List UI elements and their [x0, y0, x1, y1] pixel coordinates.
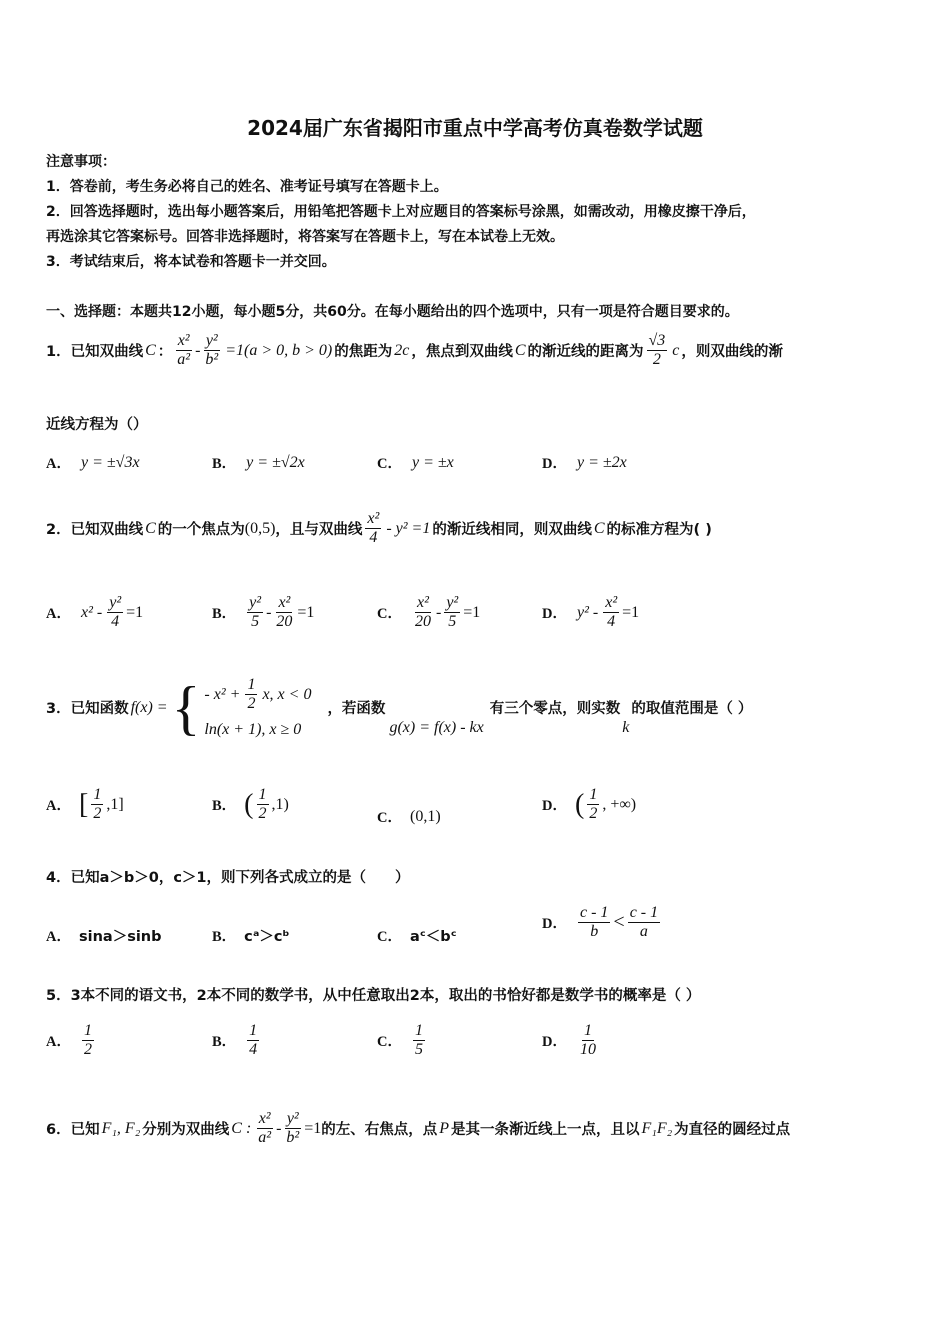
option-d[interactable]	[542, 452, 629, 473]
question-3-stem	[46, 676, 752, 739]
option-label: B．	[212, 456, 237, 472]
denominator: 2	[589, 805, 598, 822]
fraction	[175, 332, 192, 369]
fraction	[628, 904, 660, 941]
math: C :	[231, 1119, 252, 1137]
option-a[interactable]	[46, 1022, 97, 1059]
math: C	[145, 341, 156, 359]
option-text: sina＞sinb	[78, 929, 162, 945]
fraction	[284, 1110, 301, 1147]
numerator: 1	[589, 786, 598, 803]
text: 为直径的圆经过点	[674, 1122, 791, 1138]
case-1	[202, 676, 313, 713]
numerator: y²	[249, 594, 262, 611]
option-label: A．	[46, 456, 71, 472]
math: (0,5)	[244, 519, 276, 537]
math: -	[435, 603, 442, 621]
text: 2．已知双曲线	[46, 522, 144, 538]
option-label: C．	[377, 929, 402, 945]
option-a[interactable]	[46, 925, 162, 946]
option-a[interactable]	[46, 594, 143, 631]
fraction	[578, 1022, 598, 1059]
text: ，则双曲线的渐	[681, 344, 783, 360]
fraction	[274, 594, 294, 631]
option-d[interactable]	[542, 786, 636, 823]
numerator: y²	[446, 594, 459, 611]
math: - x² +	[204, 685, 241, 703]
numerator: 1	[247, 676, 256, 693]
text: 1．已知双曲线	[46, 344, 144, 360]
denominator: a²	[258, 1129, 272, 1146]
text: 的焦距为	[334, 344, 393, 360]
text: 3．已知函数	[46, 701, 129, 717]
math: f(x) =	[130, 698, 168, 716]
left-brace: {	[171, 674, 201, 741]
numerator: c - 1	[579, 904, 609, 921]
option-a[interactable]	[46, 786, 124, 823]
case-2: ln(x + 1), x ≥ 0	[204, 721, 302, 738]
question-6-stem	[46, 1110, 790, 1147]
option-label: B．	[212, 1034, 237, 1050]
option-label: D．	[542, 916, 567, 932]
notice-item: 1．答卷前，考生务必将自己的姓名、准考证号填写在答题卡上。	[46, 179, 448, 195]
numerator: x²	[258, 1110, 271, 1127]
section-heading: 一、选择题：本题共12小题，每小题5分，共60分。在每小题给出的四个选项中，只有一项是符合题目要求的。	[46, 304, 739, 320]
fraction	[203, 332, 220, 369]
numerator: 1	[93, 786, 102, 803]
notice-item: 再选涂其它答案标号。回答非选择题时，将答案写在答题卡上，写在本试卷上无效。	[46, 229, 564, 245]
fraction	[578, 904, 610, 941]
question-1-stem-cont: 近线方程为（）	[46, 417, 148, 433]
numerator: x²	[278, 594, 291, 611]
option-b[interactable]	[212, 452, 307, 473]
fraction	[245, 676, 257, 713]
option-label: C．	[377, 810, 402, 826]
fraction	[587, 786, 599, 823]
math: =1(a > 0, b > 0)	[225, 341, 333, 359]
fraction	[91, 786, 103, 823]
numerator: y²	[286, 1110, 299, 1127]
denominator: a	[639, 923, 648, 940]
notice-item: 2．回答选择题时，选出每小题答案后，用铅笔把答题卡上对应题目的答案标号涂黑，如需改动，用橡皮擦干净后，	[46, 204, 756, 220]
option-math: y = ±√3x	[80, 453, 140, 471]
piecewise-cases	[202, 676, 313, 739]
fraction	[247, 594, 263, 631]
text: 的渐近线相同，则双曲线	[432, 522, 592, 538]
page-title: 2024届广东省揭阳市重点中学高考仿真卷数学试题	[247, 116, 703, 140]
math: -	[195, 341, 201, 359]
denominator: 2	[83, 1041, 92, 1058]
question-1-stem	[46, 332, 783, 369]
math: C	[514, 341, 526, 359]
option-math: y = ±2x	[576, 453, 627, 471]
option-label: D．	[542, 456, 567, 472]
math: F₁, F₂	[101, 1119, 141, 1137]
math: =1	[304, 1119, 322, 1137]
math: k	[622, 718, 630, 736]
numerator: c - 1	[629, 904, 659, 921]
denominator: b²	[286, 1129, 300, 1146]
math: x, x < 0	[262, 685, 312, 703]
denominator: 2	[247, 695, 256, 712]
option-c[interactable]	[377, 1022, 428, 1059]
denominator: 5	[448, 613, 457, 630]
option-label: B．	[212, 798, 237, 814]
math: -	[276, 1119, 282, 1137]
option-b[interactable]	[212, 594, 314, 631]
option-label: A．	[46, 798, 71, 814]
option-label: B．	[212, 606, 237, 622]
numerator: √3	[648, 332, 666, 349]
math: - y² =1	[386, 519, 431, 537]
denominator: 20	[414, 613, 431, 630]
option-math: y = ±√2x	[246, 453, 305, 471]
text: 6．已知	[46, 1122, 100, 1138]
question-2-stem	[46, 510, 712, 547]
option-label: D．	[542, 606, 567, 622]
fraction	[107, 594, 123, 631]
option-d[interactable]	[542, 1022, 601, 1059]
math: 2c	[394, 341, 410, 359]
option-label: D．	[542, 1034, 567, 1050]
option-b[interactable]	[212, 786, 289, 823]
option-label: A．	[46, 929, 71, 945]
math: C	[145, 519, 156, 537]
text: 分别为双曲线	[142, 1122, 230, 1138]
text: ：	[157, 344, 173, 360]
option-text: aᶜ＜bᶜ	[409, 929, 457, 945]
denominator: 5	[414, 1041, 423, 1058]
numerator: 1	[414, 1022, 423, 1039]
option-label: D．	[542, 798, 567, 814]
math: =1	[622, 603, 640, 621]
option-d[interactable]	[542, 904, 663, 941]
numerator: 1	[249, 1022, 258, 1039]
math: g(x) = f(x) - kx	[389, 718, 484, 736]
option-text: cᵃ＞cᵇ	[244, 929, 290, 945]
math: y² -	[576, 603, 599, 621]
fraction	[82, 1022, 94, 1059]
option-c[interactable]	[377, 452, 456, 473]
fraction	[247, 1022, 259, 1059]
fraction	[647, 332, 668, 369]
option-c[interactable]	[377, 925, 457, 946]
text: 有三个零点，则实数	[489, 701, 621, 717]
fraction	[413, 594, 433, 631]
denominator: 5	[251, 613, 260, 630]
denominator: 2	[93, 805, 102, 822]
numerator: x²	[605, 594, 618, 611]
text: ，且与双曲线	[275, 522, 363, 538]
math: <	[613, 911, 625, 933]
option-label: C．	[377, 606, 402, 622]
denominator: 2	[258, 805, 267, 822]
math: F₁F₂	[641, 1119, 673, 1137]
math: ,1)	[271, 795, 289, 813]
numerator: x²	[417, 594, 429, 611]
option-math: y = ±x	[411, 453, 454, 471]
fraction	[365, 510, 381, 547]
numerator: x²	[177, 332, 190, 349]
option-b[interactable]	[212, 1022, 262, 1059]
text: ，若函数	[327, 701, 386, 717]
text: 的取值范围是（ ）	[631, 701, 753, 717]
math: =1	[297, 603, 315, 621]
notice-heading: 注意事项：	[46, 154, 116, 170]
option-d[interactable]	[542, 594, 639, 631]
denominator: b	[590, 923, 599, 940]
text: 是其一条渐近线上一点，且以	[451, 1122, 640, 1138]
math: , +∞)	[602, 795, 637, 813]
math: (	[244, 788, 254, 820]
denominator: 10	[579, 1041, 596, 1058]
numerator: 1	[258, 786, 267, 803]
notice-item: 3．考试结束后，将本试卷和答题卡一并交回。	[46, 254, 336, 270]
fraction	[256, 1110, 273, 1147]
math: x² -	[80, 603, 103, 621]
option-b[interactable]	[212, 925, 289, 946]
text: 的标准方程为( )	[606, 522, 712, 538]
math: c	[672, 341, 680, 359]
denominator: a²	[177, 351, 191, 368]
math: P	[439, 1119, 449, 1137]
text: 的渐近线的距离为	[527, 344, 644, 360]
denominator: 4	[607, 613, 616, 630]
numerator: 1	[583, 1022, 592, 1039]
numerator: y²	[205, 332, 218, 349]
math: C	[593, 519, 605, 537]
denominator: 4	[249, 1041, 258, 1058]
math: ,1]	[106, 795, 124, 813]
numerator: y²	[109, 594, 122, 611]
fraction	[444, 594, 460, 631]
option-c[interactable]	[377, 594, 480, 631]
denominator: 20	[276, 613, 293, 630]
math: (	[574, 788, 585, 820]
fraction	[257, 786, 269, 823]
text: ，焦点到双曲线	[411, 344, 513, 360]
text: 的一个焦点为	[157, 522, 245, 538]
text: 的左、右焦点，点	[321, 1122, 438, 1138]
denominator: 2	[652, 351, 661, 368]
fraction	[413, 1022, 425, 1059]
fraction	[603, 594, 619, 631]
option-a[interactable]	[46, 452, 142, 473]
denominator: b²	[205, 351, 219, 368]
numerator: 1	[83, 1022, 92, 1039]
denominator: 4	[111, 613, 120, 630]
math: =1	[463, 603, 481, 621]
math: (0,1)	[409, 807, 441, 825]
denominator: 4	[369, 529, 378, 546]
option-label: A．	[46, 1034, 71, 1050]
option-label: C．	[377, 1034, 402, 1050]
numerator: x²	[367, 510, 380, 527]
math: -	[266, 603, 272, 621]
math: [	[78, 788, 89, 820]
option-label: B．	[212, 929, 237, 945]
question-5-stem: 5．3本不同的语文书，2本不同的数学书，从中任意取出2本，取出的书恰好都是数学书的概率是（ ）	[46, 988, 701, 1004]
option-label: A．	[46, 606, 71, 622]
option-c[interactable]	[377, 806, 441, 827]
math: =1	[126, 603, 144, 621]
question-4-stem: 4．已知a＞b＞0，c＞1，则下列各式成立的是（ ）	[46, 870, 410, 886]
option-label: C．	[377, 456, 402, 472]
